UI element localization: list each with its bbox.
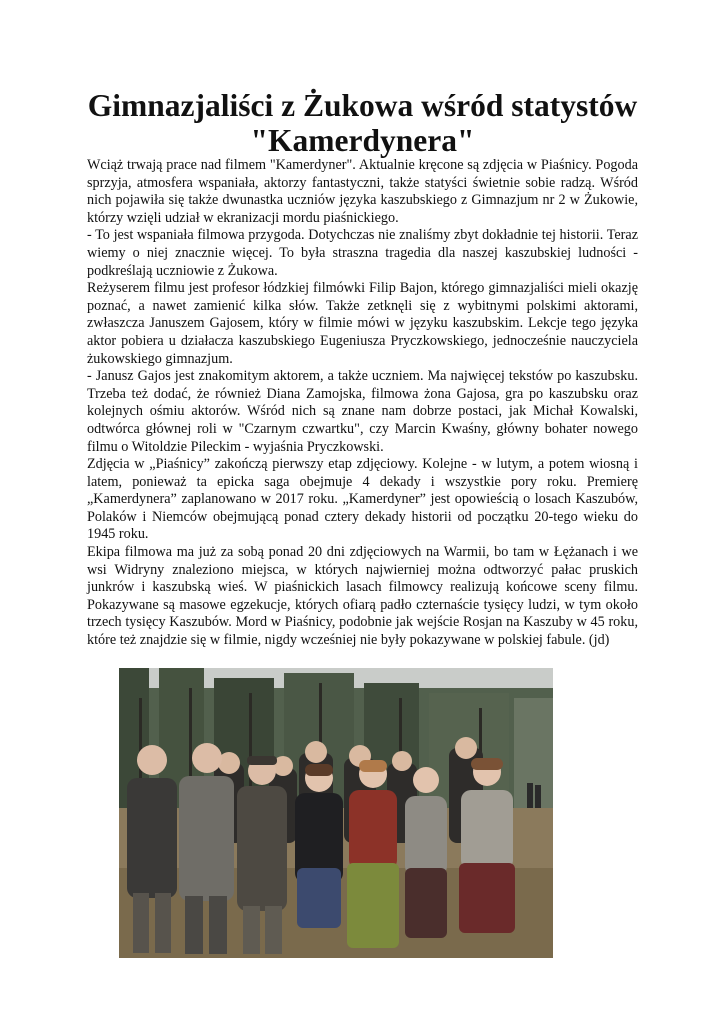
article-body [87,157,638,650]
paragraph: Wciąż trwają prace nad filmem "Kamerdyner". Aktualnie kręcone są zdjęcia w Piaśnicy. Pogoda sprzyja, atmosfera wspaniała, aktorzy fantastyczni, także statyści świetnie sobie radzą. Wśród nich pojawiła się także dwunastka uczniów języka kaszubskiego z Gimnazjum nr 2 w Żukowie, którzy wzięli udział w ekranizacji mordu piaśnickiego. [87,157,638,226]
paragraph: - To jest wspaniała filmowa przygoda. Dotychczas nie znaliśmy zbyt dokładnie tej historii. Teraz wiemy o niej znacznie więcej. To była straszna tragedia dla naszej kaszubskiej ludności - podkreślają uczniowie z Żukowa. [87,227,638,279]
article-title: Gimnazjaliści z Żukowa wśród statystów "Kamerdynera" [87,88,638,158]
photo-illustration [119,668,553,958]
paragraph: Zdjęcia w „Piaśnicy” zakończą pierwszy etap zdjęciowy. Kolejne - w lutym, a potem wiosną i latem, ponieważ ta epicka saga obejmuje 4 dekady i wszystkie pory roku. Premierę „Kamerdynera” zaplanowano w 2017 roku. „Kamerdyner” jest opowieścią o losach Kaszubów, Polaków i Niemców obejmującą ponad cztery dekady historii od początku 20-tego wieku do 1945 roku. [87,456,638,543]
paragraph: Reżyserem filmu jest profesor łódzkiej filmówki Filip Bajon, którego gimnazjaliści mieli okazję poznać, a nawet zamienić kilka słów. Także zetknęli się z wybitnymi polskimi aktorami, zwłaszcza Januszem Gajosem, który w filmie mówi w języku kaszubskim. Lekcje tego języka aktor pobiera u działacza kaszubskiego Eugeniusza Pryczkowskiego, jednocześnie nauczyciela żukowskiego gimnazjum. [87,280,638,367]
paragraph: Ekipa filmowa ma już za sobą ponad 20 dni zdjęciowych na Warmii, bo tam w Łężanach i we wsi Widryny znaleziono miejsca, w których najwierniej można odtworzyć pałac pruskich junkrów i kaszubską wieś. W piaśnickich lasach filmowcy realizują końcowe sceny filmu. Pokazywane są masowe egzekucje, których ofiarą padło czternaście tysięcy ludzi, w tym około trzech tysięcy Kaszubów. Mord w Piaśnicy, podobnie jak wejście Rosjan na Kaszuby w 45 roku, które też znajdzie się w filmie, nigdy wcześniej nie były pokazywane w polskiej fabule. (jd) [87,544,638,649]
paragraph: - Janusz Gajos jest znakomitym aktorem, a także uczniem. Ma najwięcej tekstów po kaszubsku. Trzeba też dodać, że również Diana Zamojska, filmowa żona Gajosa, gra po kaszubsku oraz kolejnych ośmiu aktorów. Wśród nich są znane nam dobrze postaci, jak Michał Kowalski, odtwórca głównej roli w "Czarnym czwartku", czy Marcin Kwaśny, główny bohater nowego filmu o Witoldzie Pileckim - wyjaśnia Pryczkowski. [87,368,638,455]
group-photo [119,668,553,958]
